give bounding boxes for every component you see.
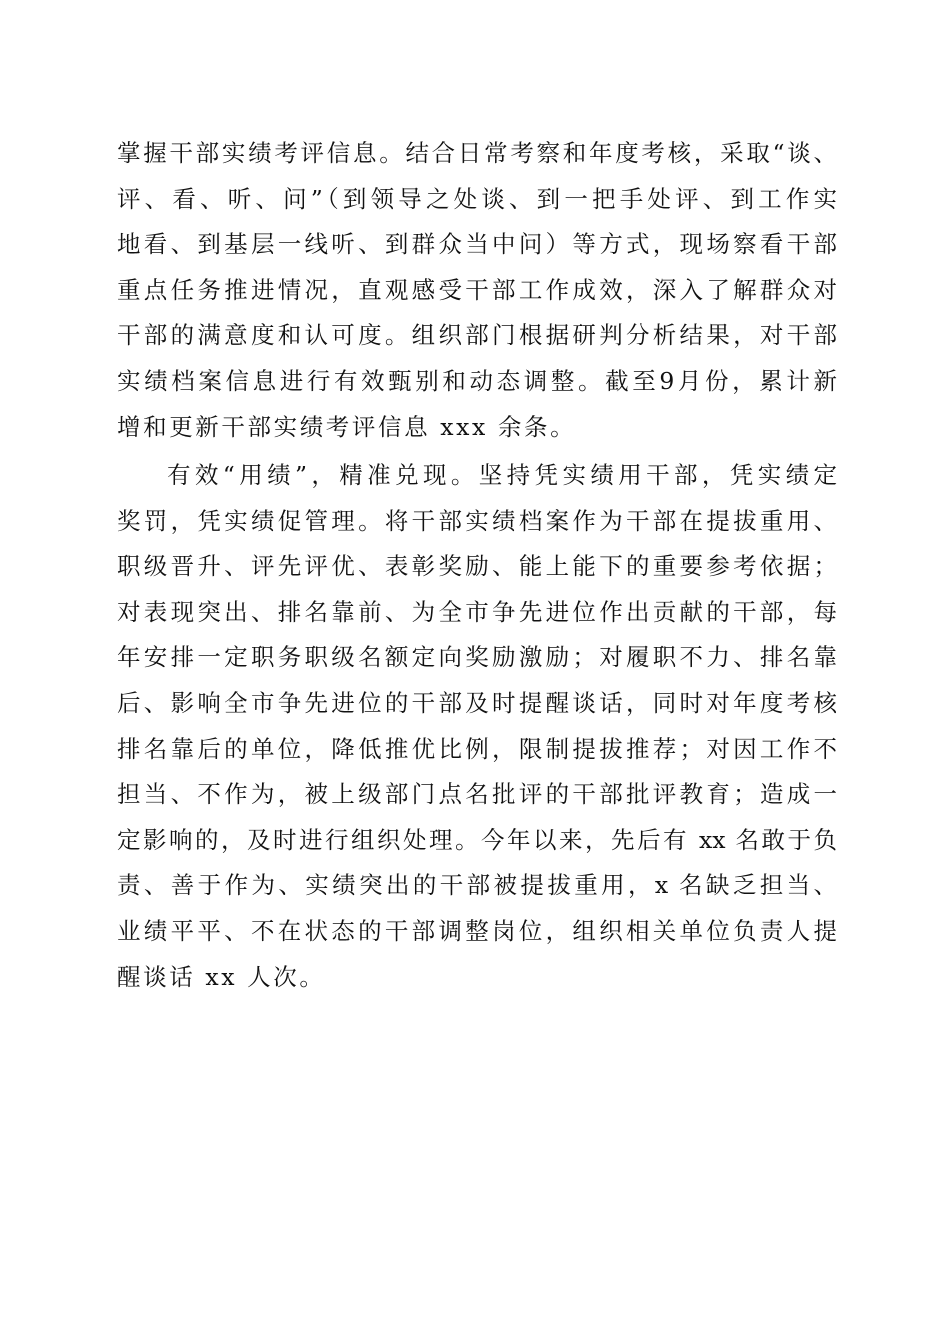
paragraph-2-line: 有效“用绩”，精准兑现。坚持凭实绩用干部，凭实绩定	[167, 461, 837, 489]
paragraph-2-line: 定影响的，及时进行组织处理。今年以来，先后有 xx 名敢于负	[117, 825, 837, 854]
paragraph-2-line: 排名靠后的单位，降低推优比例，限制提拔推荐；对因工作不	[117, 734, 837, 763]
paragraph-2-line: 责、善于作为、实绩突出的干部被提拔重用，x 名缺乏担当、	[117, 871, 837, 900]
paragraph-1-line: 增和更新干部实绩考评信息 xxx 余条。	[117, 412, 577, 441]
paragraph-2-line: 职级晋升、评先评优、表彰奖励、能上能下的重要参考依据；	[117, 552, 837, 581]
paragraph-2-line: 对表现突出、排名靠前、为全市争先进位作出贡献的干部，每	[117, 597, 837, 626]
paragraph-2-line: 奖罚，凭实绩促管理。将干部实绩档案作为干部在提拔重用、	[117, 506, 837, 535]
paragraph-2-line: 业绩平平、不在状态的干部调整岗位，组织相关单位负责人提	[117, 916, 837, 945]
paragraph-1-line: 地看、到基层一线听、到群众当中问）等方式，现场察看干部	[117, 230, 837, 259]
paragraph-1-line: 掌握干部实绩考评信息。结合日常考察和年度考核，采取“谈、	[117, 139, 837, 167]
paragraph-2-line: 担当、不作为，被上级部门点名批评的干部批评教育；造成一	[117, 780, 837, 809]
paragraph-1-line: 重点任务推进情况，直观感受干部工作成效，深入了解群众对	[117, 275, 837, 304]
paragraph-1-line: 干部的满意度和认可度。组织部门根据研判分析结果，对干部	[117, 321, 837, 350]
paragraph-1-line: 实绩档案信息进行有效甄别和动态调整。截至9月份，累计新	[117, 366, 837, 395]
paragraph-1	[117, 131, 837, 450]
paragraph-2	[117, 453, 837, 1000]
paragraph-2-line: 年安排一定职务职级名额定向奖励激励；对履职不力、排名靠	[117, 643, 837, 672]
paragraph-2-line: 后、影响全市争先进位的干部及时提醒谈话，同时对年度考核	[117, 688, 837, 717]
paragraph-1-line: 评、看、听、问”（到领导之处谈、到一把手处评、到工作实	[117, 184, 837, 213]
paragraph-2-line: 醒谈话 xx 人次。	[117, 962, 326, 991]
